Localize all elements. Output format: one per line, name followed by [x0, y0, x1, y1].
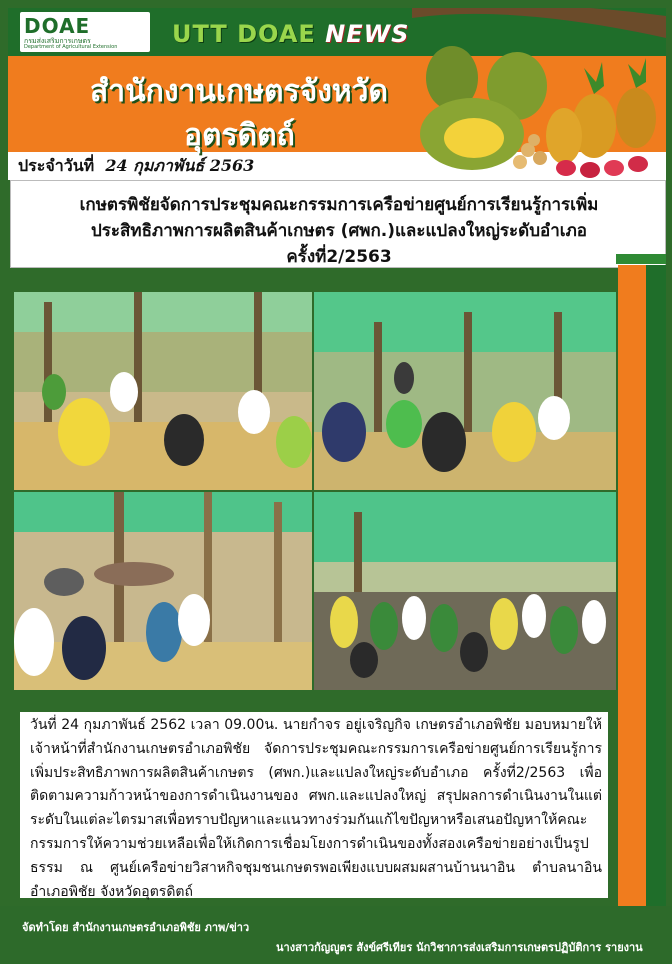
group-photo: [314, 492, 616, 690]
decor-stripe-top: [616, 254, 666, 264]
meeting-photo: [14, 292, 312, 490]
doae-logo: [20, 12, 150, 52]
article-body-text: วันที่ 24 กุมภาพันธ์ 2562 เวลา 09.00น. นายกำจร อยู่เจริญกิจ เกษตรอำเภอพิชัย มอบหมายให้เจ้าหน้าที่สำนักงานเกษตรอำเภอพิชัย จัดการประชุมคณะกรรมการเครือข่ายศูนย์การเรียนรู้การเพิ่มประสิทธิภาพการผลิตสินค้าเกษตร (ศพก.)และแปลงใหญ่ระดับอำเภอ ครั้งที่2/2563 เพื่อติดตามความก้าวหน้าของการดำเนินงานของ ศพก.และแปลงใหญ่ สรุปผลการดำเนินงานในแต่ระดับในแต่ละไตรมาสเพื่อทราบปัญหาและแนวทางร่วมกันแก้ไขปัญหาหรือเสนอปัญหาให้คณะกรรมการให้ความช่วยเหลือเพื่อให้เกิดการเชื่อมโยงการดำเนินของทั้งสองเครือข่ายอย่างเป็นรูปธรรม ณ ศูนย์เครือข่ายวิสาหกิจชุมชนเกษตรพอเพียงแบบผสมผสานบ้านนาอิน ตำบลนาอิน อำเภอพิชัย จังหวัดอุตรดิตถ์: [30, 717, 602, 900]
headline-line3: ครั้งที่2/2563: [286, 247, 392, 267]
headline-line1: เกษตรพิชัยจัดการประชุมคณะกรรมการเครือข่ายศูนย์การเรียนรู้การเพิ่ม: [79, 195, 599, 215]
decor-stripe-orange: [618, 265, 646, 913]
office-title-line2: อุตรดิตถ์: [184, 118, 295, 153]
decor-stripe-green: [646, 265, 666, 913]
article-body-box: [20, 712, 608, 898]
newsletter-name-part-b: NEWS: [325, 20, 410, 48]
logo-subtitle-th: กรมส่งเสริมการเกษตร: [24, 37, 91, 45]
pineapple-icon: [546, 58, 656, 164]
footer-reporter: นางสาวกัญญูตร สังข์ศรีเทียร นักวิชาการส่งเสริมการเกษตรปฏิบัติการ รายงาน: [276, 941, 643, 954]
newsletter-header: [8, 8, 666, 180]
logo-subtitle-en: Department of Agricultural Extension: [24, 44, 118, 50]
issue-date: [18, 154, 254, 179]
date-value: 24 กุมภาพันธ์ 2563: [105, 156, 255, 175]
meeting-photo: [314, 292, 616, 490]
meeting-photo: [14, 492, 312, 690]
logo-text: DOAE: [24, 14, 91, 38]
fruit-illustration: [352, 8, 666, 180]
headline-line2: ประสิทธิภาพการผลิตสินค้าเกษตร (ศพก.)และแปลงใหญ่ระดับอำเภอ: [91, 221, 587, 241]
date-label: ประจำวันที่: [18, 156, 95, 175]
newsletter-footer: [0, 906, 672, 964]
headline-box: [10, 180, 666, 268]
newsletter-name-part-a: UTT DOAE: [172, 20, 326, 48]
footer-produced-by: จัดทำโดย สำนักงานเกษตรอำเภอพิชัย ภาพ/ข่าว: [22, 921, 250, 934]
office-title-line1: สำนักงานเกษตรจังหวัด: [90, 74, 388, 109]
